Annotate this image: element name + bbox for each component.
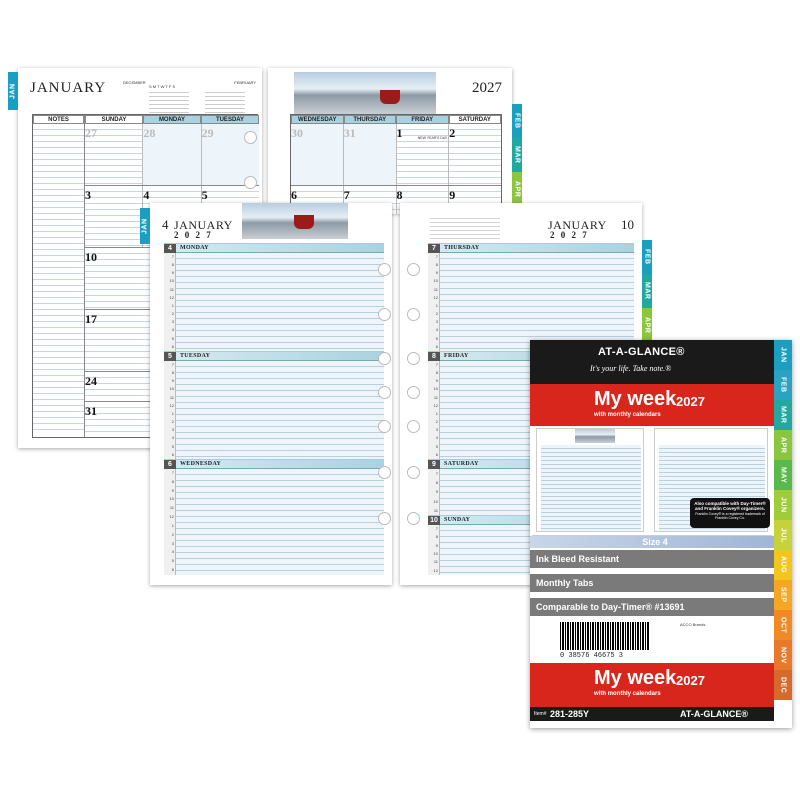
ring-hole [378, 420, 391, 433]
pkg-tab-dec[interactable]: DEC [774, 670, 792, 700]
ring-hole [244, 131, 257, 144]
date-31-prev: 31 [343, 126, 356, 140]
ring-hole [407, 386, 420, 399]
hour-label: 6 [171, 343, 174, 349]
hour-label: 8 [435, 370, 438, 376]
tagline: It's your life. Take note.® [590, 364, 672, 373]
ring-hole [378, 466, 391, 479]
hour-label: 2 [171, 311, 174, 317]
hour-label: 11 [169, 286, 174, 292]
barcode-number: 0 38576 46675 3 [560, 652, 624, 660]
feature-label: Ink Bleed Resistant [536, 554, 620, 564]
ring-hole [378, 352, 391, 365]
hour-label: 2 [435, 419, 438, 425]
day-block-tuesday [164, 351, 384, 459]
hour-label: 12 [433, 567, 438, 573]
tab-apr-weekly[interactable]: APR [642, 308, 652, 342]
package-tabs [774, 340, 792, 728]
header-thursday: THURSDAY [344, 115, 397, 124]
day-block-thursday [428, 243, 634, 351]
hour-label: 1 [435, 410, 438, 416]
notes-column [33, 115, 85, 437]
feature-comparable [530, 598, 774, 616]
hour-label: 3 [171, 540, 174, 546]
date-30: 30 [291, 126, 303, 140]
tea-cup-image [294, 215, 314, 229]
mini-cal-grid [149, 89, 189, 115]
hour-label: 11 [433, 559, 438, 565]
pkg-tab-feb[interactable]: FEB [774, 370, 792, 400]
item-number: 281-285Y [550, 709, 590, 719]
left-day-headers [85, 115, 259, 124]
hour-label: 8 [435, 262, 438, 268]
hour-label: 2 [435, 311, 438, 317]
hour-gutter [428, 525, 440, 575]
day-number: 8 [428, 352, 440, 362]
pkg-tab-may[interactable]: MAY [774, 460, 792, 490]
weekly-right-date: 10 [621, 217, 634, 232]
hour-label: 10 [169, 496, 174, 502]
day-name: THURSDAY [444, 245, 480, 251]
hour-label: 6 [171, 567, 174, 573]
ring-hole [244, 176, 257, 189]
day-number: 4 [164, 244, 176, 254]
package-title-band [530, 384, 774, 426]
hour-label: 11 [169, 505, 174, 511]
hour-label: 3 [435, 427, 438, 433]
hour-label: 3 [171, 427, 174, 433]
hour-label: 8 [171, 370, 174, 376]
hour-label: 11 [433, 394, 438, 400]
notes-label: NOTES [33, 115, 84, 124]
date-27: 27 [85, 126, 97, 140]
weekly-left-year: 2 0 2 7 [174, 230, 213, 240]
hour-label: 8 [435, 480, 438, 486]
ring-hole [407, 308, 420, 321]
pkg-tab-jan[interactable]: JAN [774, 340, 792, 370]
weekly-right-month: JANUARY [548, 218, 607, 232]
hour-label: 7 [171, 362, 174, 367]
day-name: SUNDAY [444, 517, 471, 523]
hour-label: 1 [171, 302, 174, 308]
tab-feb-monthly[interactable]: FEB [512, 104, 522, 138]
ring-hole [407, 420, 420, 433]
package-year-bottom: 2027 [676, 673, 705, 688]
pkg-tab-mar[interactable]: MAR [774, 400, 792, 430]
date-2: 2 [449, 126, 456, 140]
date-31: 31 [85, 404, 97, 418]
date-9: 9 [449, 188, 456, 202]
hour-label: 6 [435, 451, 438, 457]
package-title-bottom: My week [594, 667, 677, 689]
compat-note: Franklin Covey® is a registered trademark of Franklin Covey Co. [695, 512, 765, 520]
hour-gutter [428, 253, 440, 351]
hour-gutter [164, 469, 176, 575]
pkg-tab-sep[interactable]: SEP [774, 580, 792, 610]
hour-gutter [428, 361, 440, 459]
hour-label: 11 [169, 394, 174, 400]
ring-hole [378, 386, 391, 399]
tab-mar-weekly[interactable]: MAR [642, 274, 652, 308]
package-subtitle: with monthly calendars [594, 412, 661, 418]
hour-label: 3 [171, 319, 174, 325]
hour-label: 12 [433, 402, 438, 408]
day-number: 5 [164, 352, 176, 362]
mini-cal-dec-label: DECEMBER [123, 80, 146, 85]
day-number: 6 [164, 460, 176, 470]
hour-label: 7 [435, 254, 438, 259]
brand-footer: AT-A-GLANCE® [680, 709, 748, 719]
hour-label: 10 [169, 386, 174, 392]
package-footer [530, 707, 774, 721]
day-block-wednesday [164, 459, 384, 575]
day-number: 7 [428, 244, 440, 254]
hour-label: 10 [169, 278, 174, 284]
hour-label: 5 [171, 335, 174, 341]
package-title: My week [594, 388, 677, 410]
hour-label: 6 [171, 451, 174, 457]
weekly-left-page [150, 203, 392, 585]
hour-label: 4 [435, 327, 438, 333]
date-1: 1 [396, 126, 403, 140]
hour-label: 3 [435, 319, 438, 325]
hour-label: 8 [171, 478, 174, 484]
pkg-tab-apr[interactable]: APR [774, 430, 792, 460]
header-monday: MONDAY [143, 115, 201, 124]
hour-label: 9 [171, 378, 174, 384]
pkg-tab-aug[interactable]: AUG [774, 550, 792, 580]
mini-cal-grid-2 [205, 89, 245, 115]
weekly-photo [242, 203, 348, 239]
header-tuesday: TUESDAY [201, 115, 259, 124]
holiday-label: NEW YEAR'S DAY [417, 136, 448, 140]
hour-label: 7 [171, 470, 174, 475]
header-sunday: SUNDAY [85, 115, 143, 124]
feature-ink [530, 550, 774, 568]
ring-hole [378, 308, 391, 321]
date-29: 29 [201, 126, 214, 140]
hour-label: 9 [171, 487, 174, 493]
package-header [530, 340, 774, 384]
date-17: 17 [85, 312, 97, 326]
hour-label: 9 [435, 489, 438, 495]
pkg-tab-jul[interactable]: JUL [774, 520, 792, 550]
package-subtitle-bottom: with monthly calendars [594, 691, 661, 697]
monthly-right-page [268, 68, 512, 213]
hour-label: 2 [171, 531, 174, 537]
hour-label: 12 [169, 514, 174, 520]
hour-label: 8 [435, 534, 438, 540]
weekly-mini-cal [430, 215, 500, 239]
weekly-left-month: JANUARY [174, 218, 233, 232]
weekly-right-year: 2 0 2 7 [550, 230, 589, 240]
pkg-tab-nov[interactable]: NOV [774, 640, 792, 670]
tab-feb-weekly[interactable]: FEB [642, 240, 652, 274]
ring-hole [407, 512, 420, 525]
header-friday: FRIDAY [396, 115, 449, 124]
tab-mar-monthly[interactable]: MAR [512, 138, 522, 172]
item-label: Item# [534, 711, 547, 717]
date-8: 8 [396, 188, 403, 202]
size-band [530, 536, 774, 548]
hour-gutter [164, 253, 176, 351]
ring-hole [407, 466, 420, 479]
monthly-grid-right [290, 114, 502, 214]
barcode [560, 622, 650, 650]
date-10: 10 [85, 250, 97, 264]
day-name: MONDAY [180, 245, 209, 251]
hour-label: 12 [169, 402, 174, 408]
monthly-photo [294, 72, 436, 114]
hour-label: 7 [435, 471, 438, 476]
hour-label: 5 [171, 443, 174, 449]
package-year: 2027 [676, 394, 705, 409]
company-address: ACCO Brands [680, 622, 706, 627]
tab-jan-monthly[interactable]: JAN [8, 72, 18, 110]
tab-apr-monthly[interactable]: APR [512, 172, 522, 206]
hour-label: 12 [433, 294, 438, 300]
hour-label: 9 [435, 270, 438, 276]
date-5: 5 [201, 188, 208, 202]
ring-hole [407, 263, 420, 276]
hour-label: 1 [435, 302, 438, 308]
weekly-left-date: 4 [162, 217, 169, 232]
day-block-monday [164, 243, 384, 351]
date-6: 6 [291, 188, 297, 202]
hour-label: 10 [433, 498, 438, 504]
hour-label: 11 [433, 286, 438, 292]
day-name: WEDNESDAY [180, 461, 222, 467]
pkg-tab-oct[interactable]: OCT [774, 610, 792, 640]
hour-label: 1 [171, 522, 174, 528]
monthly-title: JANUARY [30, 80, 107, 96]
header-wednesday: WEDNESDAY [291, 115, 344, 124]
tab-jan-weekly[interactable]: JAN [140, 208, 150, 244]
hour-label: 5 [171, 558, 174, 564]
hour-label: 10 [433, 550, 438, 556]
mini-cal-feb-label: FEBRUARY [234, 80, 256, 85]
hour-label: 2 [171, 419, 174, 425]
ring-hole [378, 512, 391, 525]
hour-label: 10 [433, 386, 438, 392]
hour-label: 4 [171, 435, 174, 441]
hour-label: 7 [435, 362, 438, 367]
package-bottom-band [530, 663, 774, 707]
hour-label: 7 [435, 526, 438, 531]
day-number: 10 [428, 516, 440, 526]
hour-label: 1 [171, 410, 174, 416]
date-3: 3 [85, 188, 91, 202]
date-28: 28 [143, 126, 156, 140]
notes-lines [33, 124, 84, 434]
hour-label: 10 [433, 278, 438, 284]
mini-cal-dow: S M T W T F S [149, 84, 176, 89]
hour-label: 12 [169, 294, 174, 300]
date-24: 24 [85, 374, 97, 388]
weekly-left-days [164, 243, 384, 575]
hour-label: 5 [435, 335, 438, 341]
compat-text: Also compatible with Day-Timer® and Franklin Covey® organizers. [694, 501, 766, 511]
hour-label: 9 [171, 270, 174, 276]
hour-label: 11 [433, 507, 438, 513]
brand-logo: AT-A-GLANCE® [598, 346, 685, 358]
date-4: 4 [143, 188, 150, 202]
package-front [530, 340, 792, 728]
hour-label: 4 [171, 327, 174, 333]
hour-gutter [428, 469, 440, 515]
hour-label: 4 [171, 549, 174, 555]
hour-label: 6 [435, 343, 438, 349]
day-number: 9 [428, 460, 440, 470]
day-name: TUESDAY [180, 353, 211, 359]
hour-label: 9 [435, 542, 438, 548]
size-label: Size 4 [642, 537, 668, 547]
hour-label: 4 [435, 435, 438, 441]
hour-label: 9 [435, 378, 438, 384]
feature-label: Monthly Tabs [536, 578, 594, 588]
hour-label: 8 [171, 262, 174, 268]
day-name: SATURDAY [444, 461, 479, 467]
date-7: 7 [343, 188, 350, 202]
hour-label: 7 [171, 254, 174, 259]
compat-badge [690, 498, 770, 528]
ring-hole [378, 263, 391, 276]
pkg-tab-jun[interactable]: JUN [774, 490, 792, 520]
header-saturday: SATURDAY [449, 115, 502, 124]
hour-label: 5 [435, 443, 438, 449]
monthly-year: 2027 [472, 80, 502, 96]
tea-cup-image [380, 90, 400, 104]
hour-gutter [164, 361, 176, 459]
feature-label: Comparable to Day-Timer® #13691 [536, 602, 685, 612]
ring-hole [407, 352, 420, 365]
feature-tabs [530, 574, 774, 592]
day-name: FRIDAY [444, 353, 469, 359]
